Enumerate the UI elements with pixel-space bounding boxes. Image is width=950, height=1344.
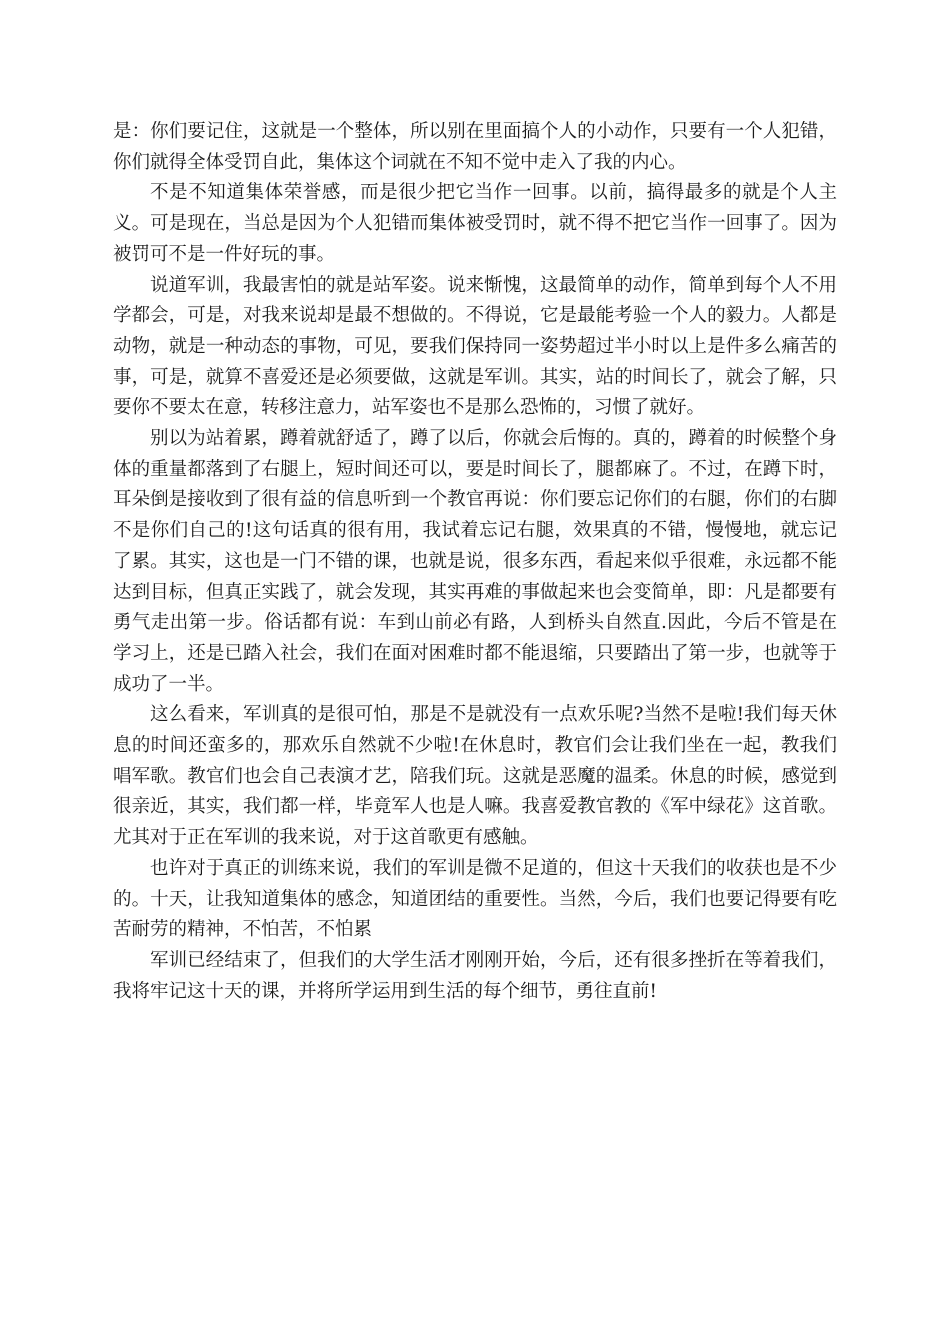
paragraph-standing-posture: 说道军训，我最害怕的就是站军姿。说来惭愧，这最简单的动作，简单到每个人不用学都会，可是，对我来说却是最不想做的。不得说，它是最能考验一个人的毅力。人都是动物，就是一种动态的事物，可见，要我们保持同一姿势超过半小时以上是件多么痛苦的事，可是，就算不喜爱还是必须要做，这就是军训。其实，站的时间长了，就会了解，只要你不要太在意，转移注意力，站军姿也不是那么恐怖的，习惯了就好。	[113, 274, 837, 419]
document-page	[113, 117, 837, 1007]
paragraph-continuation: 是：你们要记住，这就是一个整体，所以别在里面搞个人的小动作，只要有一个人犯错，你们就得全体受罚自此，集体这个词就在不知不觉中走入了我的内心。	[113, 121, 837, 173]
paragraph-squatting: 别以为站着累，蹲着就舒适了，蹲了以后，你就会后悔的。真的，蹲着的时候整个身体的重量都落到了右腿上，短时间还可以，要是时间长了，腿都麻了。不过，在蹲下时，耳朵倒是接收到了很有益的信息听到一个教官再说：你们要忘记你们的右腿，你们的右脚不是你们自己的!这句话真的很有用，我试着忘记右腿，效果真的不错，慢慢地，就忘记了累。其实，这也是一门不错的课，也就是说，很多东西，看起来似乎很难，永远都不能达到目标，但真正实践了，就会发现，其实再难的事做起来也会变简单，即：凡是都要有勇气走出第一步。俗话都有说：车到山前必有路，人到桥头自然直.因此，今后不管是在学习上，还是已踏入社会，我们在面对困难时都不能退缩，只要踏出了第一步，也就等于成功了一半。	[113, 428, 837, 695]
paragraph-collective-honor: 不是不知道集体荣誉感，而是很少把它当作一回事。以前，搞得最多的就是个人主义。可是现在，当总是因为个人犯错而集体被受罚时，就不得不把它当作一回事了。因为被罚可不是一件好玩的事。	[113, 182, 837, 265]
paragraph-conclusion: 军训已经结束了，但我们的大学生活才刚刚开始，今后，还有很多挫折在等着我们，我将牢记这十天的课，并将所学运用到生活的每个细节，勇往直前!	[113, 949, 837, 1002]
paragraph-rest-time: 这么看来，军训真的是很可怕，那是不是就没有一点欢乐呢?当然不是啦!我们每天休息的时间还蛮多的，那欢乐自然就不少啦!在休息时，教官们会让我们坐在一起，教我们唱军歌。教官们也会自己表演才艺，陪我们玩。这就是恶魔的温柔。休息的时候，感觉到很亲近，其实，我们都一样，毕竟军人也是人嘛。我喜爱教官教的《军中绿花》这首歌。尤其对于正在军训的我来说，对于这首歌更有感触。	[113, 704, 837, 849]
paragraph-ten-days-gain: 也许对于真正的训练来说，我们的军训是微不足道的，但这十天我们的收获也是不少的。十天，让我知道集体的感念，知道团结的重要性。当然，今后，我们也要记得要有吃苦耐劳的精神，不怕苦，不怕累	[113, 857, 837, 941]
